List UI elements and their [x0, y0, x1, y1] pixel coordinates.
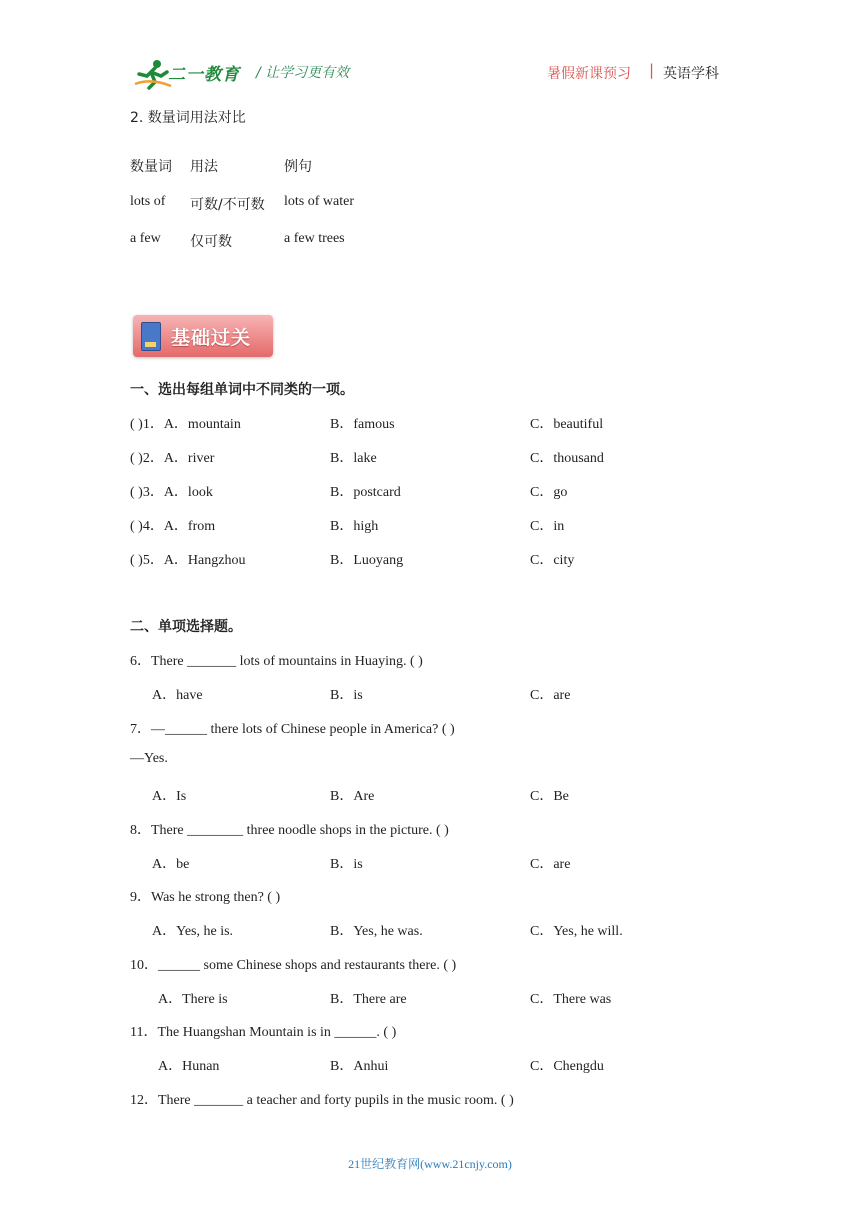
- question-option-c: C．city: [530, 553, 575, 568]
- answer-option-a: A．Is: [152, 789, 187, 804]
- question-option-b: B．famous: [330, 417, 395, 432]
- question-option-b: B．Luoyang: [330, 553, 404, 568]
- subject-label: 英语学科: [663, 66, 719, 82]
- answer-option-b: B．Are: [330, 789, 375, 804]
- question-option-a: ( )3．A．look: [130, 485, 213, 500]
- usage-section-title: 2. 数量词用法对比: [130, 110, 246, 126]
- question-stem: 11．The Huangshan Mountain is in ______. ( ): [130, 1025, 397, 1040]
- question-option-c: C．beautiful: [530, 417, 604, 432]
- answer-option-c: C．are: [530, 688, 571, 703]
- question-stem: 9．Was he strong then? ( ): [130, 890, 281, 905]
- question-option-c: C．thousand: [530, 451, 604, 466]
- question-option-a: ( )1．A．mountain: [130, 417, 241, 432]
- answer-option-b: B．is: [330, 857, 363, 872]
- question-stem: 7．—______ there lots of Chinese people in America? ( ): [130, 722, 455, 737]
- question-option-c: C．in: [530, 519, 565, 534]
- usage-cell: 仅可数: [190, 234, 232, 250]
- question-option-c: C．go: [530, 485, 568, 500]
- slogan: / 让学习更有效: [256, 65, 350, 81]
- footer-source[interactable]: 21世纪教育网(www.21cnjy.com): [348, 1157, 512, 1171]
- question-option-a: ( )4．A．from: [130, 519, 216, 534]
- answer-option-c: C．Chengdu: [530, 1059, 604, 1074]
- usage-cell: lots of water: [284, 194, 354, 209]
- answer-option-c: C．Be: [530, 789, 569, 804]
- question-option-b: B．lake: [330, 451, 377, 466]
- usage-cell: a few trees: [284, 231, 345, 246]
- answer-option-a: A．be: [152, 857, 190, 872]
- course-label: 暑假新课预习: [547, 66, 631, 82]
- answer-option-c: C．Yes, he will.: [530, 924, 623, 939]
- book-icon: [141, 322, 161, 351]
- usage-cell: a few: [130, 231, 161, 246]
- answer-option-c: C．There was: [530, 992, 612, 1007]
- logo-text: 二一教育: [168, 65, 240, 85]
- question-option-a: ( )5．A．Hangzhou: [130, 553, 246, 568]
- runner-logo-icon: [133, 58, 173, 90]
- answer-option-c: C．are: [530, 857, 571, 872]
- answer-option-a: A．Yes, he is.: [152, 924, 234, 939]
- usage-col-header: 例句: [284, 159, 312, 175]
- part2-title: 二、单项选择题。: [130, 619, 242, 635]
- question-stem: 6．There _______ lots of mountains in Huaying. ( ): [130, 654, 423, 669]
- usage-col-header: 数量词: [130, 159, 172, 175]
- usage-cell: 可数/不可数: [190, 197, 265, 213]
- answer-option-a: A．Hunan: [158, 1059, 220, 1074]
- question-option-b: B．high: [330, 519, 379, 534]
- question-reply: —Yes.: [130, 751, 168, 766]
- part1-title: 一、选出每组单词中不同类的一项。: [130, 382, 354, 398]
- question-stem: 8．There ________ three noodle shops in the picture. ( ): [130, 823, 449, 838]
- answer-option-a: A．There is: [158, 992, 228, 1007]
- question-option-a: ( )2．A．river: [130, 451, 215, 466]
- question-stem: 10．______ some Chinese shops and restaurants there. ( ): [130, 958, 457, 973]
- usage-col-header: 用法: [190, 159, 218, 175]
- question-stem: 12．There _______ a teacher and forty pupils in the music room. ( ): [130, 1093, 514, 1108]
- answer-option-b: B．There are: [330, 992, 407, 1007]
- answer-option-b: B．Yes, he was.: [330, 924, 423, 939]
- section-badge: [133, 315, 273, 357]
- usage-cell: lots of: [130, 194, 166, 209]
- question-option-b: B．postcard: [330, 485, 401, 500]
- badge-label: 基础过关: [171, 327, 252, 349]
- answer-option-b: B．Anhui: [330, 1059, 389, 1074]
- answer-option-b: B．is: [330, 688, 363, 703]
- header-separator: |: [649, 61, 655, 79]
- answer-option-a: A．have: [152, 688, 203, 703]
